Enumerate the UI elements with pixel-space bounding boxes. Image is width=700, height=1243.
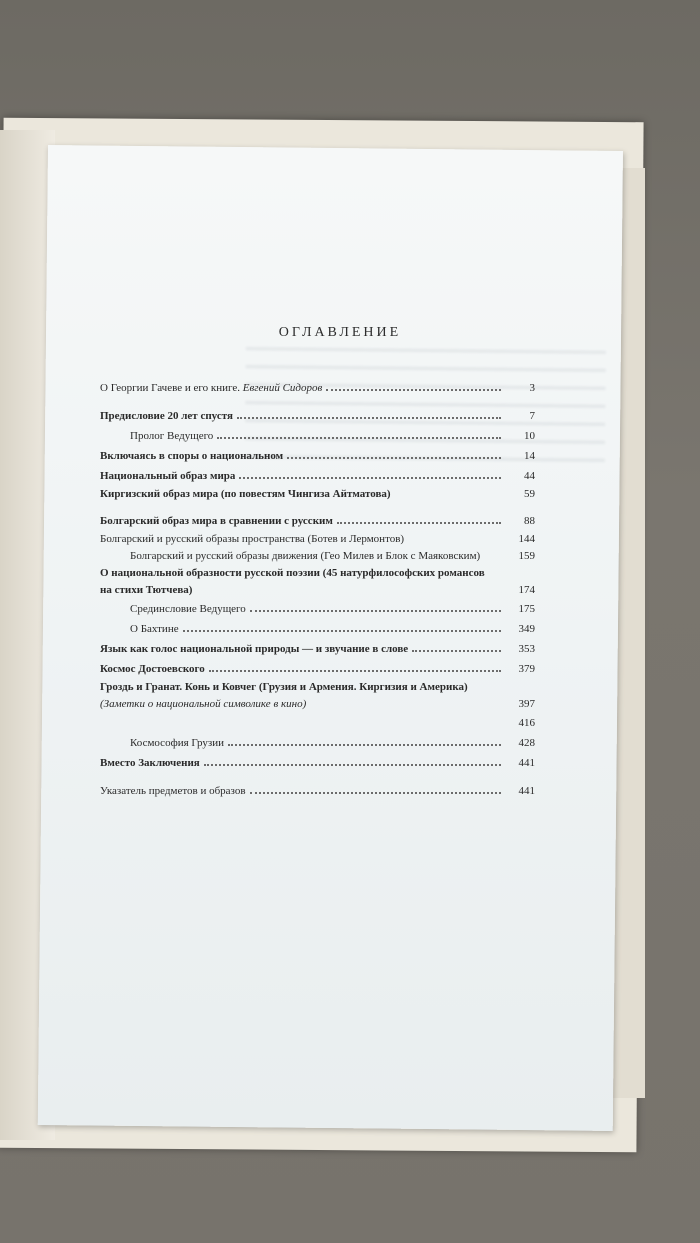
toc-page: 441 (518, 785, 535, 797)
toc-title: О Бахтине (130, 623, 179, 635)
toc-title: Гроздь и Гранат. Конь и Ковчег (Грузия и Армения. Киргизия и Америка) (100, 681, 468, 693)
table-of-contents (100, 378, 535, 801)
toc-entry (100, 713, 535, 733)
toc-entry (100, 781, 535, 801)
toc-page: 7 (529, 410, 535, 422)
toc-page: 14 (524, 450, 535, 462)
toc-title: Указатель предметов и образов (100, 785, 246, 797)
toc-entry (100, 753, 535, 773)
toc-page: 416 (518, 717, 535, 729)
toc-page: 441 (518, 757, 535, 769)
toc-page: 59 (524, 488, 535, 500)
toc-title: О национальной образности русской поэзии (45 натурфилософских романсов на стихи Тютчева) (100, 567, 485, 596)
toc-page: 88 (524, 515, 535, 527)
toc-page: 175 (518, 603, 535, 615)
toc-entry (100, 548, 535, 565)
toc-entry (100, 511, 535, 531)
toc-heading: ОГЛАВЛЕНИЕ (278, 325, 402, 340)
toc-page: 349 (518, 623, 535, 635)
toc-entry (100, 733, 535, 753)
toc-entry (100, 486, 535, 503)
toc-title: Болгарский образ мира в сравнении с русским (100, 515, 333, 527)
toc-page: 353 (518, 643, 535, 655)
toc-title: Пролог Ведущего (130, 430, 214, 442)
toc-entry (100, 639, 535, 659)
toc-entry (100, 599, 535, 619)
toc-title: Болгарский и русский образы движения (Гео Милев и Блок с Маяковским) (130, 550, 481, 562)
toc-page: 10 (524, 430, 535, 442)
toc-entry (100, 466, 535, 486)
toc-title: Включаясь в споры о национальном (100, 450, 284, 462)
toc-title: О Георгии Гачеве и его книге. (100, 382, 240, 394)
toc-page: 379 (518, 663, 535, 675)
toc-page: 144 (518, 533, 535, 545)
toc-page: 174 (518, 584, 535, 596)
toc-page: 428 (518, 737, 535, 749)
toc-title: Национальный образ мира (100, 470, 236, 482)
toc-page: 397 (518, 698, 535, 710)
toc-entry (100, 426, 535, 446)
toc-author: Евгений Сидоров (242, 382, 323, 394)
toc-title: Срединсловие Ведущего (130, 603, 246, 615)
toc-entry (100, 679, 535, 713)
toc-title: Язык как голос национальной природы — и звучание в слове (100, 643, 409, 655)
toc-entry (100, 659, 535, 679)
toc-entry (100, 619, 535, 639)
toc-entry (100, 446, 535, 466)
toc-entry (100, 531, 535, 548)
toc-page: 3 (529, 382, 535, 394)
toc-title: Киргизский образ мира (по повестям Чингиза Айтматова) (100, 488, 391, 500)
toc-entry (100, 565, 535, 599)
toc-entry (100, 406, 535, 426)
toc-note: (Заметки о национальной символике в кино) (100, 698, 307, 710)
toc-title: Вместо Заключения (100, 757, 200, 769)
toc-entry (100, 378, 535, 398)
toc-title: Болгарский и русский образы пространства (Ботев и Лермонтов) (100, 533, 405, 545)
toc-page: 159 (518, 550, 535, 562)
toc-page: 44 (524, 470, 535, 482)
toc-title: Космос Достоевского (100, 663, 205, 675)
toc-title: Космософия Грузии (130, 737, 225, 749)
toc-title: Предисловие 20 лет спустя (100, 410, 233, 422)
